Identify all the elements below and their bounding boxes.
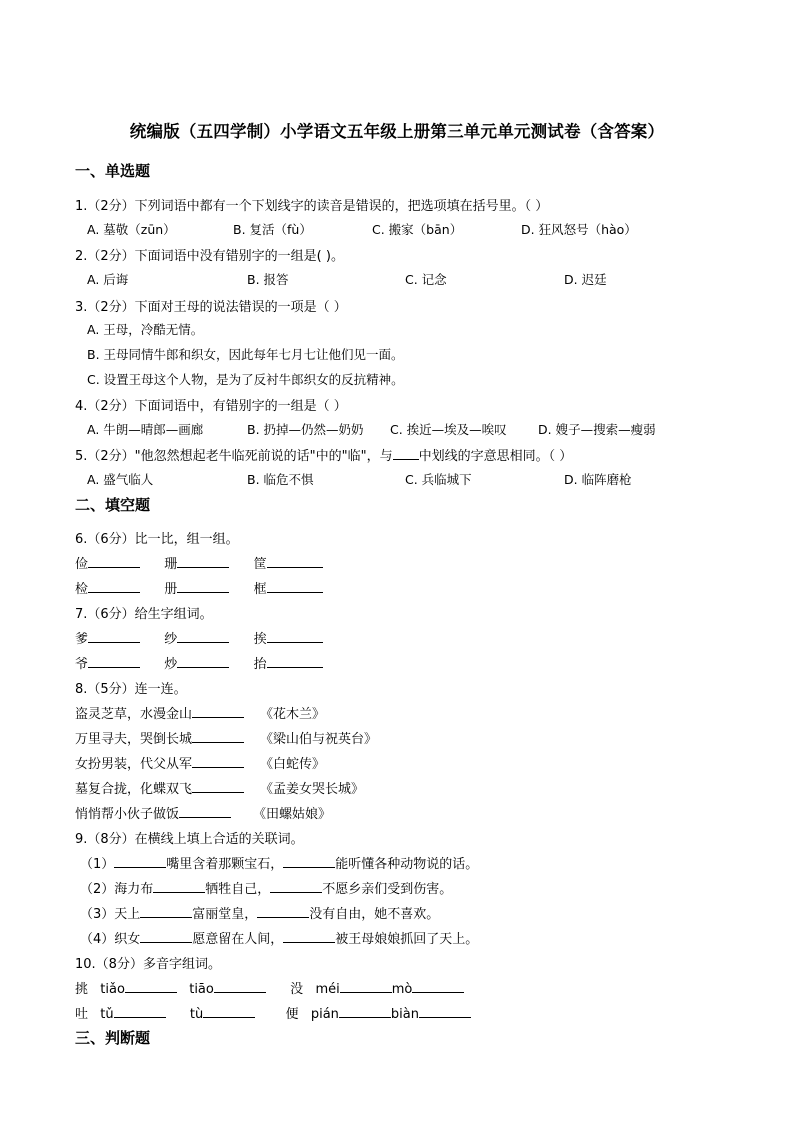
question-1-stem: 1.（2分）下列词语中都有一个下划线字的读音是错误的，把选项填在括号里。（ ） xyxy=(75,199,549,214)
question-2-option-d: D. 迟廷 xyxy=(564,272,607,287)
question-4-option-d: D. 嫂子—搜索—瘦弱 xyxy=(538,422,656,437)
question-3-option-b: B. 王母同情牛郎和织女，因此每年七月七让他们见一面。 xyxy=(87,347,404,362)
question-3-option-a: A. 王母，冷酷无情。 xyxy=(87,322,204,337)
conjunction-blank[interactable] xyxy=(257,905,309,918)
sentence-part: 不愿乡亲们受到伤害。 xyxy=(322,882,453,897)
sentence-part: 嘴里含着那颗宝石， xyxy=(166,857,284,872)
question-5-blank[interactable] xyxy=(393,447,419,460)
question-4-stem: 4.（2分）下面词语中，有错别字的一组是（ ） xyxy=(75,399,347,414)
match-right-item: 《孟姜女哭长城》 xyxy=(260,782,365,797)
question-6-row-2 xyxy=(75,578,323,597)
question-7-blank[interactable] xyxy=(267,655,323,668)
question-1-option-b: B. 复活（fù） xyxy=(233,222,312,237)
conjunction-blank[interactable] xyxy=(140,905,192,918)
question-7-char: 爹 xyxy=(75,632,89,647)
polyphone-char: 挑 xyxy=(75,982,89,997)
sentence-part: 富丽堂皇， xyxy=(192,907,258,922)
question-10-row-1 xyxy=(75,978,464,997)
question-9-line-4 xyxy=(80,928,478,947)
question-7-char: 抬 xyxy=(253,657,267,672)
question-6-row-1 xyxy=(75,553,323,572)
question-1-option-a: A. 墓敬（zūn） xyxy=(87,222,176,237)
page-title: 统编版（五四学制）小学语文五年级上册第三单元单元测试卷（含答案） xyxy=(129,122,665,141)
match-right-item: 《白蛇传》 xyxy=(260,757,326,772)
section-heading-true-false: 三、判断题 xyxy=(75,1029,151,1047)
question-7-row-2 xyxy=(75,653,323,672)
question-2-option-a: A. 后诲 xyxy=(87,272,129,287)
match-row xyxy=(75,728,377,747)
question-5-option-a: A. 盛气临人 xyxy=(87,472,154,487)
match-right-item: 《田螺姑娘》 xyxy=(253,807,332,822)
sentence-part: 牺牲自己， xyxy=(205,882,271,897)
sentence-part: 能听懂各种动物说的话。 xyxy=(335,857,479,872)
pinyin-blank[interactable] xyxy=(340,980,392,993)
match-blank[interactable] xyxy=(192,755,244,768)
question-9-line-1 xyxy=(80,853,478,872)
section-heading-single-choice: 一、单选题 xyxy=(75,162,151,180)
pinyin-label: tiāo xyxy=(189,982,214,997)
question-1-option-c: C. 搬家（bān） xyxy=(372,222,463,237)
question-7-char: 纱 xyxy=(164,632,178,647)
question-6-blank[interactable] xyxy=(177,580,229,593)
pinyin-blank[interactable] xyxy=(412,980,464,993)
question-5-stem-part1: 5.（2分）"他忽然想起老牛临死前说的话"中的"临"，与 xyxy=(75,449,393,464)
question-6-char: 册 xyxy=(164,582,178,597)
question-9-line-3 xyxy=(80,903,439,922)
question-2-stem: 2.（2分）下面词语中没有错别字的一组是( )。 xyxy=(75,249,344,264)
question-6-blank[interactable] xyxy=(267,580,323,593)
match-blank[interactable] xyxy=(179,805,231,818)
match-blank[interactable] xyxy=(192,730,244,743)
match-left-item: 悄悄帮小伙子做饭 xyxy=(75,807,180,822)
question-1-option-d: D. 狂风怒号（hào） xyxy=(521,222,637,237)
pinyin-label: tù xyxy=(189,1007,204,1022)
match-row xyxy=(75,803,331,822)
question-6-stem: 6.（6分）比一比，组一组。 xyxy=(75,532,239,547)
question-2-option-b: B. 报答 xyxy=(247,272,289,287)
match-right-item: 《花木兰》 xyxy=(260,707,326,722)
question-5-stem-part2: 中划线的字意思相同。（ ） xyxy=(418,449,573,464)
question-3-option-c: C. 设置王母这个人物，是为了反衬牛郎织女的反抗精神。 xyxy=(87,372,404,387)
section-heading-fill-in: 二、填空题 xyxy=(75,496,151,514)
question-7-blank[interactable] xyxy=(88,630,140,643)
conjunction-blank[interactable] xyxy=(283,855,335,868)
question-7-stem: 7.（6分）给生字组词。 xyxy=(75,607,213,622)
question-6-blank[interactable] xyxy=(88,580,140,593)
question-9-line-2 xyxy=(80,878,452,897)
pinyin-blank[interactable] xyxy=(214,980,266,993)
match-row xyxy=(75,753,325,772)
conjunction-blank[interactable] xyxy=(153,880,205,893)
pinyin-blank[interactable] xyxy=(339,1005,391,1018)
question-6-blank[interactable] xyxy=(88,555,140,568)
question-3-stem: 3.（2分）下面对王母的说法错误的一项是（ ） xyxy=(75,300,347,315)
sentence-part: 愿意留在人间， xyxy=(192,932,284,947)
sentence-part: （4）织女 xyxy=(80,932,141,947)
question-6-blank[interactable] xyxy=(177,555,229,568)
match-left-item: 盗灵芝草，水漫金山 xyxy=(75,707,193,722)
question-10-stem: 10.（8分）多音字组词。 xyxy=(75,957,221,972)
question-7-char: 爷 xyxy=(75,657,89,672)
question-10-row-2 xyxy=(75,1003,471,1022)
question-5-option-d: D. 临阵磨枪 xyxy=(564,472,632,487)
question-6-char: 框 xyxy=(253,582,267,597)
question-5-option-b: B. 临危不惧 xyxy=(247,472,314,487)
sentence-part: （1） xyxy=(80,857,115,872)
question-4-option-c: C. 挨近—埃及—唉叹 xyxy=(390,422,507,437)
pinyin-label: pián xyxy=(310,1007,339,1022)
question-7-blank[interactable] xyxy=(177,655,229,668)
pinyin-blank[interactable] xyxy=(114,1005,166,1018)
question-7-blank[interactable] xyxy=(177,630,229,643)
question-7-blank[interactable] xyxy=(267,630,323,643)
match-left-item: 墓复合拢，化蝶双飞 xyxy=(75,782,193,797)
question-2-option-c: C. 记念 xyxy=(405,272,447,287)
question-9-stem: 9.（8分）在横线上填上合适的关联词。 xyxy=(75,832,304,847)
question-7-char: 炒 xyxy=(164,657,178,672)
match-row xyxy=(75,703,325,722)
match-right-item: 《梁山伯与祝英台》 xyxy=(260,732,378,747)
match-blank[interactable] xyxy=(192,705,244,718)
match-left-item: 万里寻夫，哭倒长城 xyxy=(75,732,193,747)
conjunction-blank[interactable] xyxy=(283,930,335,943)
pinyin-label: mò xyxy=(391,982,413,997)
question-4-option-a: A. 牛朗—晴郎—画廊 xyxy=(87,422,204,437)
question-6-blank[interactable] xyxy=(267,555,323,568)
question-6-char: 珊 xyxy=(164,557,178,572)
polyphone-char: 吐 xyxy=(75,1007,89,1022)
pinyin-blank[interactable] xyxy=(419,1005,471,1018)
pinyin-label: tiǎo xyxy=(100,982,125,997)
question-7-blank[interactable] xyxy=(88,655,140,668)
pinyin-blank[interactable] xyxy=(203,1005,255,1018)
conjunction-blank[interactable] xyxy=(114,855,166,868)
conjunction-blank[interactable] xyxy=(270,880,322,893)
question-5-option-c: C. 兵临城下 xyxy=(405,472,472,487)
match-left-item: 女扮男装，代父从军 xyxy=(75,757,193,772)
question-6-char: 俭 xyxy=(75,557,89,572)
question-4-option-b: B. 扔掉—仍然—奶奶 xyxy=(247,422,364,437)
pinyin-label: biàn xyxy=(390,1007,419,1022)
conjunction-blank[interactable] xyxy=(140,930,192,943)
polyphone-char: 没 xyxy=(290,982,304,997)
question-7-char: 挨 xyxy=(253,632,267,647)
pinyin-label: méi xyxy=(315,982,340,997)
match-row xyxy=(75,778,364,797)
polyphone-char: 便 xyxy=(285,1007,299,1022)
match-blank[interactable] xyxy=(192,780,244,793)
pinyin-label: tǔ xyxy=(100,1007,114,1022)
sentence-part: 没有自由，她不喜欢。 xyxy=(309,907,440,922)
question-6-char: 检 xyxy=(75,582,89,597)
sentence-part: （3）天上 xyxy=(80,907,141,922)
pinyin-blank[interactable] xyxy=(125,980,177,993)
question-8-stem: 8.（5分）连一连。 xyxy=(75,682,187,697)
question-5-stem xyxy=(75,445,572,464)
sentence-part: 被王母娘娘抓回了天上。 xyxy=(335,932,479,947)
sentence-part: （2）海力布 xyxy=(80,882,154,897)
question-7-row-1 xyxy=(75,628,323,647)
question-6-char: 筐 xyxy=(253,557,267,572)
